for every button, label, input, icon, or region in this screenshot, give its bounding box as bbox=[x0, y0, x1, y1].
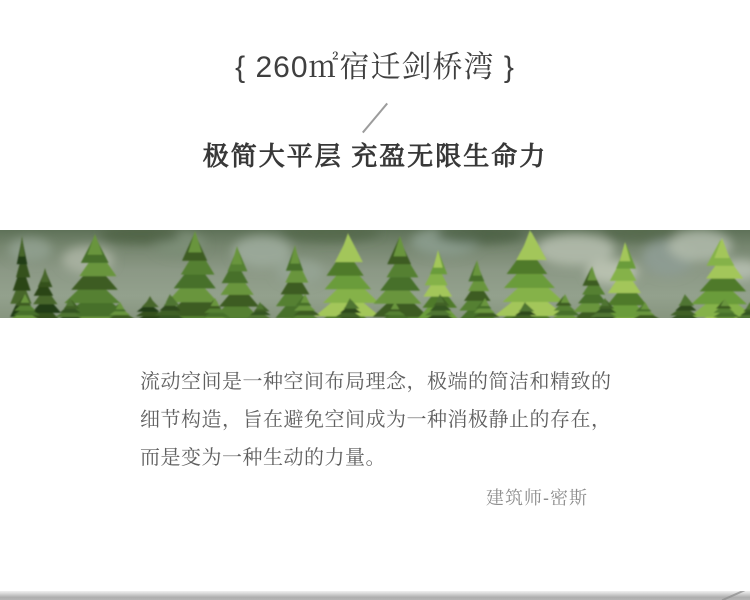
quote-line-2: 细节构造，旨在避免空间成为一种消极静止的存在， bbox=[140, 409, 612, 431]
quote-line-1: 流动空间是一种空间布局理念，极端的简洁和精致的 bbox=[140, 371, 612, 393]
forest-hero-image[interactable] bbox=[0, 230, 750, 318]
article-subtitle: 极简大平层 充盈无限生命力 bbox=[202, 142, 548, 171]
quote-block bbox=[140, 363, 612, 509]
next-image-top-edge bbox=[0, 591, 750, 600]
quote-line-3: 而是变为一种生动的力量。 bbox=[140, 447, 386, 469]
article-title: { 260㎡宿迁剑桥湾 } bbox=[235, 51, 515, 84]
quote-attribution: 建筑师-密斯 bbox=[486, 488, 588, 508]
next-image-diagonal-detail bbox=[722, 591, 747, 600]
diagonal-divider-line bbox=[362, 103, 388, 133]
